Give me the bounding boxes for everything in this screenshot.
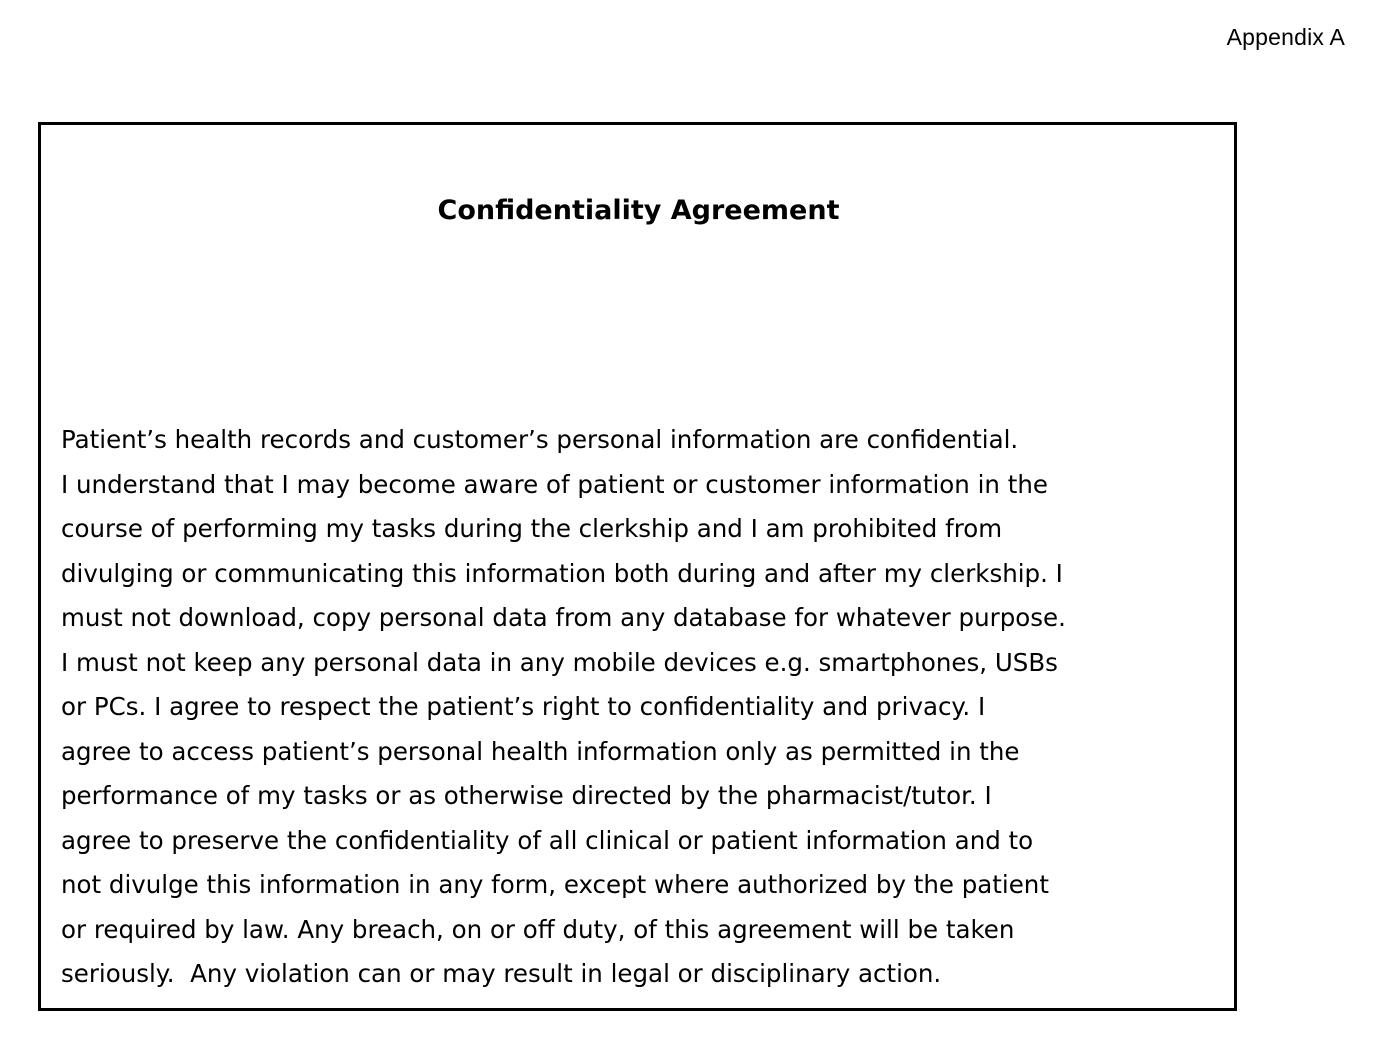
agreement-body [61,418,1221,997]
body-line: agree to preserve the confidentiality of all clinical or patient information and to [61,825,1034,855]
body-line: performance of my tasks or as otherwise directed by the pharmacist/tutor. I [61,781,992,810]
body-line: or required by law. Any breach, on or off duty, of this agreement will be taken [61,914,1015,944]
body-line: I must not keep any personal data in any mobile devices e.g. smartphones, USBs [61,647,1058,677]
document-title: Confidentiality Agreement [437,195,840,226]
appendix-label: Appendix A [1226,24,1345,50]
body-line: divulging or communicating this information both during and after my clerkship. I [61,558,1063,588]
body-line: seriously. Any violation can or may result in legal or disciplinary action. [61,959,942,988]
body-line: not divulge this information in any form, except where authorized by the patient [61,870,1049,899]
body-line: must not download, copy personal data from any database for whatever purpose. [61,603,1066,632]
body-line: agree to access patient’s personal health information only as permitted in the [61,736,1020,766]
body-line: I understand that I may become aware of patient or customer information in the [61,469,1048,499]
body-line: course of performing my tasks during the clerkship and I am prohibited from [61,514,1003,543]
body-line: Patient’s health records and customer’s personal information are confidential. [61,425,1019,454]
body-line: or PCs. I agree to respect the patient’s right to confidentiality and privacy. I [61,692,986,721]
